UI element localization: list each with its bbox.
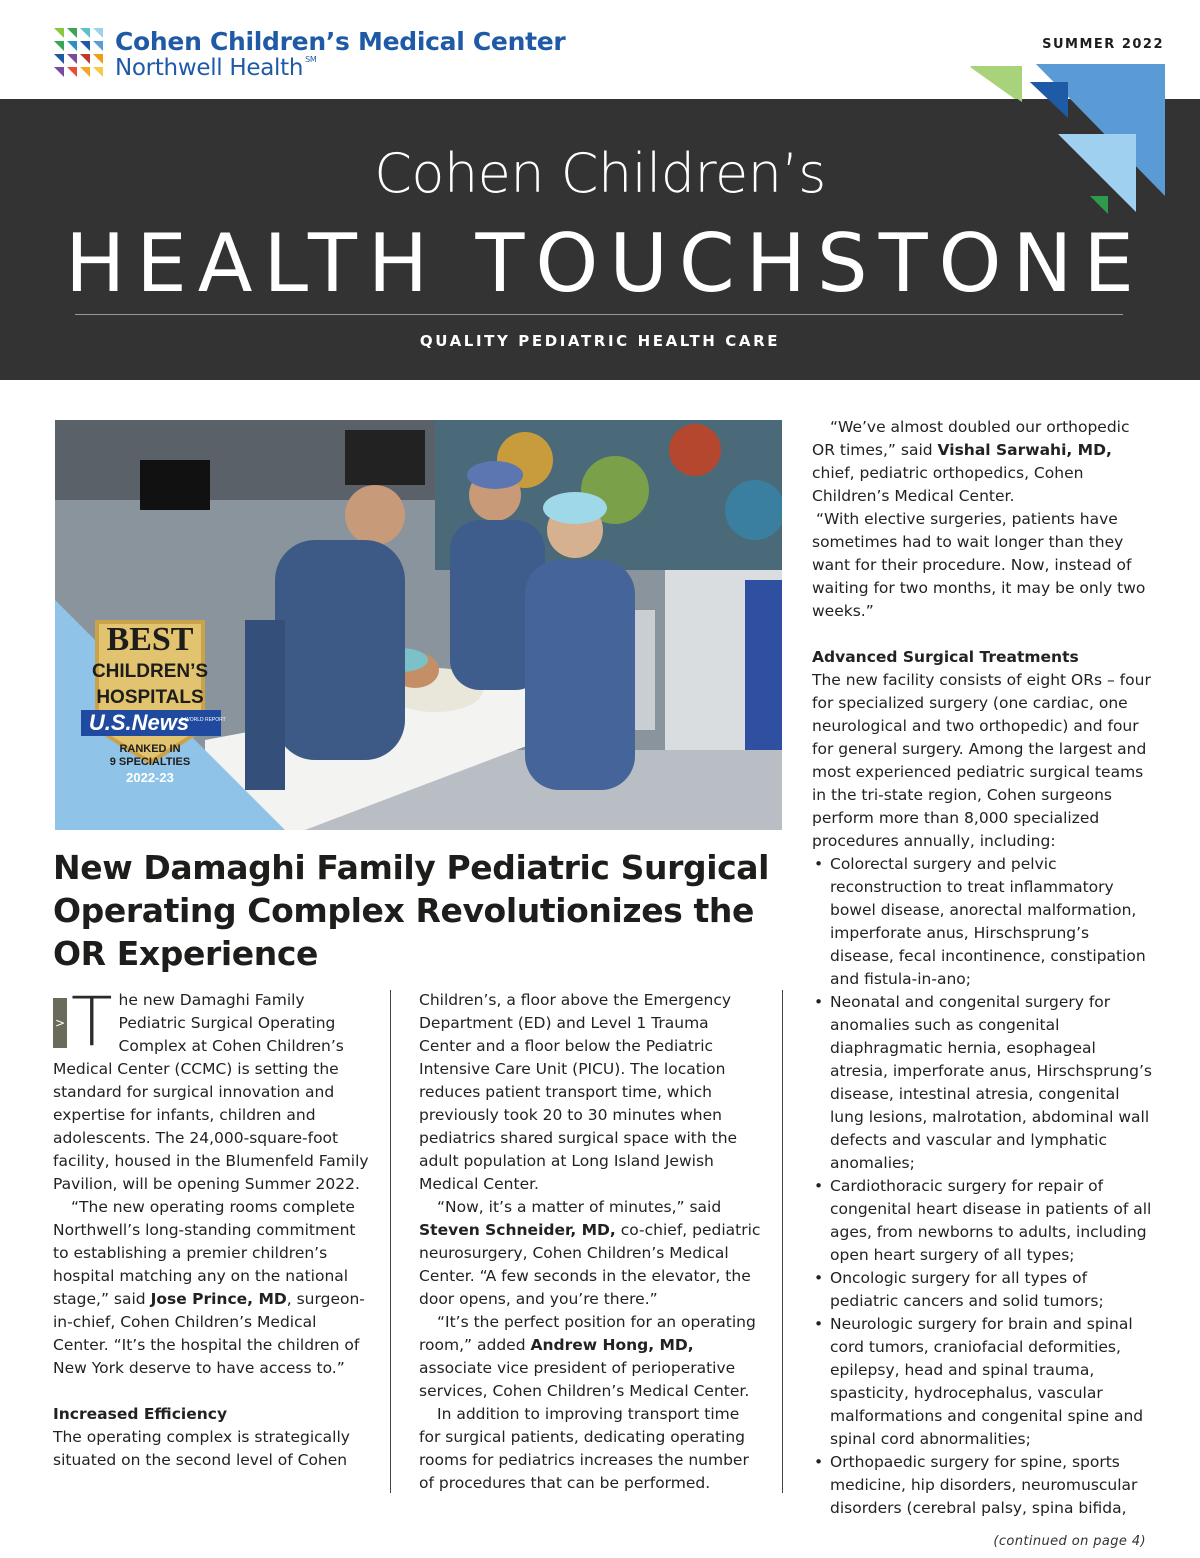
dropcap-paragraph	[53, 983, 375, 1196]
quote-sarwahi-paragraph: “We’ve almost doubled our orthopedic OR times,” said Vishal Sarwahi, MD, chief, pediatric orthopedics, Cohen Children’s Medical Center.	[812, 418, 1130, 505]
article-headline: New Damaghi Family Pediatric Surgical Operating Complex Revolutionizes the OR Experience	[53, 848, 770, 973]
location-paragraph: Children’s, a floor above the Emergency Department (ED) and Level 1 Trauma Center and a floor below the Pediatric Intensive Care Unit (PICU). The location reduces patient transport time, which previously took 20 to 30 minutes when pediatrics shared surgical space with the adult population at Long Island Jewish Medical Center.	[419, 991, 738, 1193]
subhead-advanced-surgical: Advanced Surgical Treatments	[812, 648, 1079, 666]
name-andrew-hong: Andrew Hong, MD,	[530, 1336, 694, 1354]
logo-title: Cohen Children’s Medical Center	[115, 27, 566, 56]
logo-mark-icon	[54, 28, 106, 80]
masthead-subtitle: Cohen Children’s	[374, 142, 826, 205]
name-vishal-sarwahi: Vishal Sarwahi, MD,	[937, 441, 1112, 459]
name-steven-schneider: Steven Schneider, MD,	[419, 1221, 616, 1239]
masthead-rule	[75, 314, 1123, 315]
list-item: • Neonatal and congenital surgery for anomalies such as congenital diaphragmatic hernia, esophageal atresia, imperforate anus, Hirschsprung’s disease, intestinal atresia, congenital lung lesions, malrotation, abdominal wall defects and vascular and lymphatic anomalies;	[812, 991, 1155, 1175]
badge-report: & WORLD REPORT	[180, 717, 226, 723]
list-item: • Cardiothoracic surgery for repair of congenital heart disease in patients of all ages, from newborns to adults, including open heart surgery of all types;	[812, 1175, 1155, 1267]
column-divider-1	[390, 990, 391, 1493]
list-item: • Colorectal surgery and pelvic reconstruction to treat inflammatory bowel disease, anorectal malformation, imperforate anus, Hirschsprung’s disease, fecal incontinence, constipation and fistula-in-ano;	[812, 853, 1155, 991]
procedure-list	[812, 853, 1155, 1520]
article-column-2	[419, 989, 764, 1495]
procedures-paragraph: In addition to improving transport time for surgical patients, dedicating operating rooms for pediatrics increases the number of procedures that can be performed.	[419, 1405, 749, 1492]
badge-childrens: CHILDREN’S	[91, 661, 209, 682]
badge-specialties: 9 SPECIALTIES	[109, 756, 191, 768]
banner-triangles-icon	[960, 62, 1180, 222]
quote-hong-paragraph: “It’s the perfect position for an operating room,” added Andrew Hong, MD, associate vice president of perioperative services, Cohen Children’s Medical Center.	[419, 1313, 756, 1400]
masthead-title: HEALTH TOUCHSTONE	[65, 217, 1145, 310]
issue-date: SUMMER 2022	[1042, 37, 1164, 52]
badge-best: BEST	[106, 621, 194, 658]
masthead-tagline: QUALITY PEDIATRIC HEALTH CARE	[419, 332, 781, 350]
dropcap-marker: >	[53, 998, 67, 1048]
article-column-3	[812, 416, 1155, 1520]
quote-prince-paragraph: “The new operating rooms complete Northwell’s long-standing commitment to establishing a premier children’s hospital matching any on the national stage,” said Jose Prince, MD, surgeon-in-chief, Cohen Children’s Medical Center. “It’s the hospital the children of New York deserve to have access to.”	[53, 1198, 365, 1377]
logo-subtitle: Northwell Health ℠	[115, 55, 317, 81]
logo	[54, 26, 614, 82]
list-item: • Neurologic surgery for brain and spinal cord tumors, craniofacial deformities, epilepsy, head and spinal trauma, spasticity, hydrocephalus, vascular malformations and congenital spine and spinal cord abnormalities;	[812, 1313, 1155, 1451]
list-item: • Oncologic surgery for all types of pediatric cancers and solid tumors;	[812, 1267, 1155, 1313]
facility-paragraph: The new facility consists of eight ORs – four for specialized surgery (one cardiac, one neurological and two orthopedic) and four for general surgery. Among the largest and most experienced pediatric surgical teams in the tri-state region, Cohen surgeons perform more than 8,000 specialized procedures annually, including:	[812, 671, 1151, 850]
badge-hospitals: HOSPITALS	[96, 687, 204, 708]
efficiency-paragraph: The operating complex is strategically situated on the second level of Cohen	[53, 1428, 350, 1469]
subhead-increased-efficiency: Increased Efficiency	[53, 1405, 228, 1423]
column-divider-2	[782, 990, 783, 1493]
continued-note: (continued on page 4)	[993, 1534, 1146, 1549]
service-mark: SM	[305, 55, 317, 64]
quote-schneider-paragraph: “Now, it’s a matter of minutes,” said Steven Schneider, MD, co-chief, pediatric neurosurgery, Cohen Children’s Medical Center. “A few seconds in the elevator, the door opens, and you’re there.”	[419, 1198, 761, 1308]
elective-paragraph: “With elective surgeries, patients have sometimes had to wait longer than they want for their procedure. Now, instead of waiting for two months, it may be only two weeks.”	[812, 510, 1146, 620]
badge-year: 2022-23	[126, 770, 174, 785]
article-column-1	[53, 983, 375, 1472]
badge-ranked: RANKED IN	[119, 743, 181, 755]
operating-room-illustration	[55, 420, 782, 830]
dropcap-letter: T	[71, 983, 113, 1062]
list-item: • Orthopaedic surgery for spine, sports medicine, hip disorders, neuromuscular disorders (cerebral palsy, spina bifida,	[812, 1451, 1155, 1520]
operating-room-photo	[55, 420, 782, 830]
intro-paragraph: he new Damaghi Family Pediatric Surgical Operating Complex at Cohen Children’s Medical Center (CCMC) is setting the standard for surgical innovation and expertise for infants, children and adolescents. The 24,000-square-foot facility, housed in the Blumenfeld Family Pavilion, will be opening Summer 2022.	[53, 991, 369, 1193]
name-jose-prince: Jose Prince, MD	[150, 1290, 287, 1308]
badge-usnews: U.S.News	[88, 710, 190, 735]
